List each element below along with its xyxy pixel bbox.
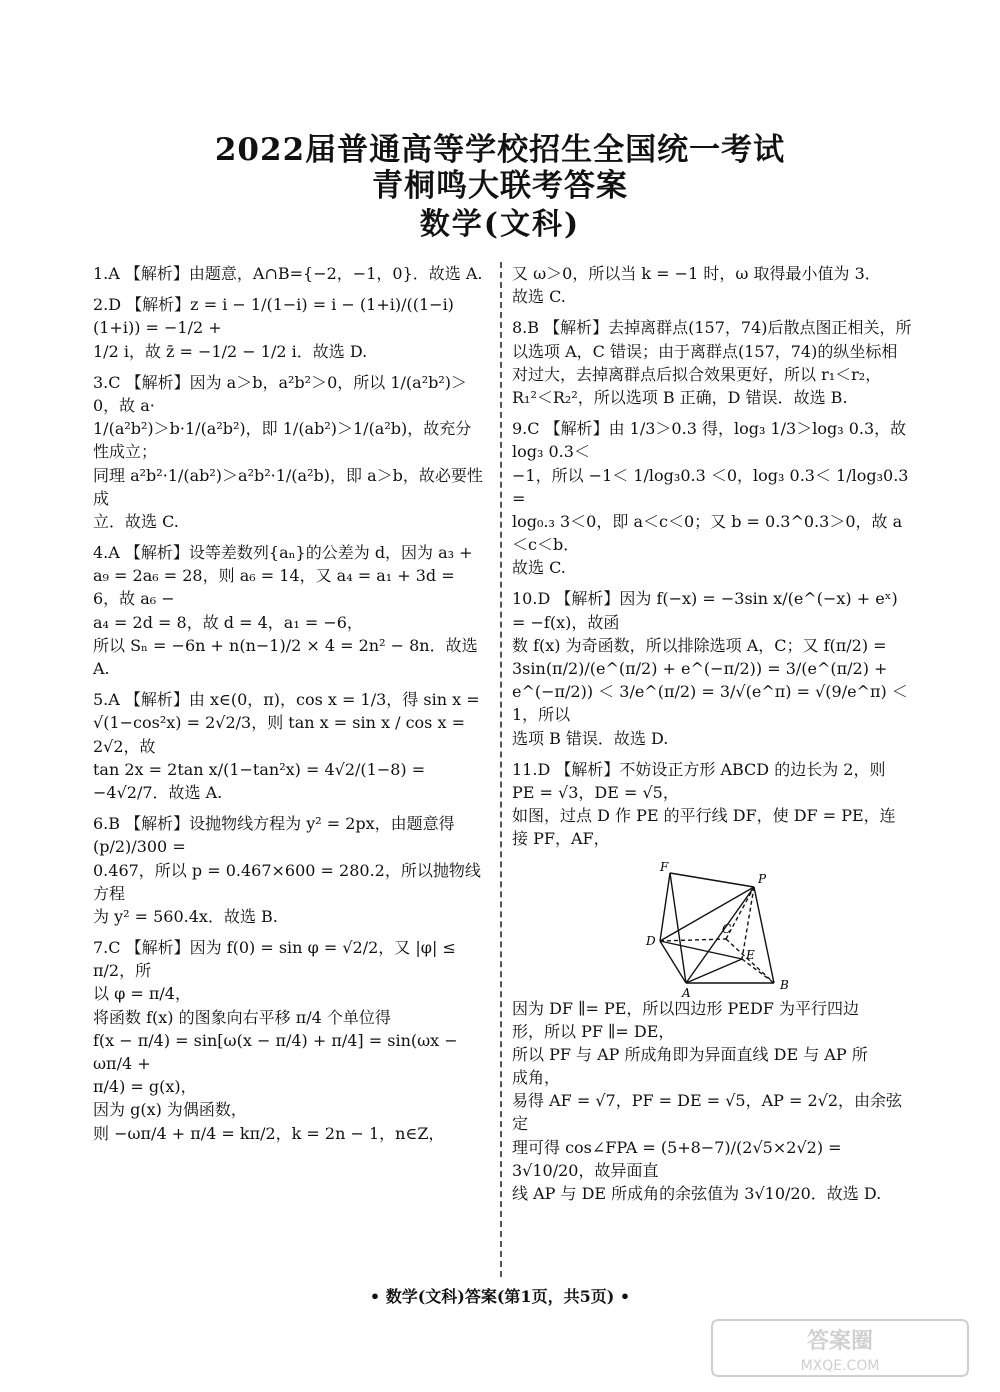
answer-line: 故选 C.	[512, 287, 566, 307]
figure-label-E: E	[746, 947, 755, 962]
page-footer: • 数学(文科)答案(第1页，共5页) •	[369, 1287, 631, 1306]
answer-line: a₄ = 2d = 8，故 d = 4，a₁ = −6，	[93, 612, 363, 632]
answer-item-q8	[512, 316, 912, 409]
answer-line: 因为 g(x) 为偶函数，	[93, 1100, 247, 1120]
answer-line: 成角，	[512, 1068, 561, 1088]
answer-line: π/4) = g(x)，	[93, 1077, 197, 1097]
answer-line: 因为 DF ∥= PE，所以四边形 PEDF 为平行四边	[512, 998, 859, 1018]
answer-item-q5	[93, 688, 483, 804]
answer-item-q11b	[512, 997, 912, 1206]
figure-label-C: C	[722, 921, 732, 936]
answer-line: 易得 AF = √7，PF = DE = √5，AP = 2√2，由余弦定	[512, 1091, 903, 1134]
answer-line: 故选 C.	[512, 558, 566, 578]
answer-line: 0.467，所以 p = 0.467×600 = 280.2，所以抛物线方程	[93, 860, 481, 903]
answer-item-q3	[93, 371, 483, 533]
answer-line: 形，所以 PF ∥= DE，	[512, 1021, 675, 1041]
answer-item-q9	[512, 417, 912, 579]
answer-line: 6.B 【解析】设抛物线方程为 y² = 2px，由题意得 (p/2)/300 =	[93, 814, 455, 857]
answer-line: 3sin(π/2)/(e^(π/2) + e^(−π/2)) = 3/(e^(π/2) + e^(−π/2)) ＜ 3/e^(π/2) = 3/√(e^π) = √(9/e^π) ＜1，所以	[512, 659, 908, 725]
figure-label-A: A	[682, 985, 691, 1000]
column-divider	[500, 262, 502, 1277]
answer-item-q1	[93, 262, 483, 285]
answer-line: 又 ω＞0，所以当 k = −1 时，ω 取得最小值为 3．	[512, 264, 881, 283]
answer-line: 选项 B 错误．故选 D.	[512, 728, 669, 748]
answer-line: 1.A 【解析】由题意，A∩B={−2，−1，0}．故选 A.	[93, 264, 483, 283]
answer-line: 同理 a²b²·1/(ab²)＞a²b²·1/(a²b)，即 a＞b，故必要性成	[93, 465, 483, 508]
answer-item-q10	[512, 587, 912, 749]
answer-line: 11.D 【解析】不妨设正方形 ABCD 的边长为 2，则	[512, 759, 886, 779]
figure-edge-FD	[660, 873, 670, 941]
figure-label-F: F	[660, 859, 669, 874]
answer-line: 对过大，去掉离群点后拟合效果更好，所以 r₁＜r₂，	[512, 364, 882, 384]
geometry-figure	[642, 859, 789, 1000]
figure-edge-BP	[754, 887, 774, 983]
answer-line: 5.A 【解析】由 x∈(0，π)，cos x = 1/3，得 sin x =	[93, 690, 480, 710]
exam-title: 2022届普通高等学校招生全国统一考试	[214, 132, 786, 168]
answer-line: √(1−cos²x) = 2√2/3，则 tan x = sin x / cos x = 2√2，故	[93, 713, 465, 756]
answer-line: R₁²＜R₂²，所以选项 B 正确，D 错误．故选 B.	[512, 387, 848, 407]
watermark-text: 答案圈	[806, 1329, 874, 1354]
answer-line: 如图，过点 D 作 PE 的平行线 DF，使 DF = PE，连	[512, 806, 896, 826]
answer-line: PE = √3，DE = √5，	[512, 782, 679, 802]
answer-line: 将函数 f(x) 的图象向右平移 π/4 个单位得	[93, 1007, 391, 1027]
answer-line: 以选项 A，C 错误；由于离群点(157，74)的纵坐标相	[512, 341, 898, 361]
answer-line: 则 −ωπ/4 + π/4 = kπ/2，k = 2n − 1，n∈Z，	[93, 1123, 445, 1143]
answer-line: 接 PF，AF，	[512, 829, 610, 849]
answer-line: 理可得 cos∠FPA = (5+8−7)/(2√5×2√2) = 3√10/20，故异面直	[512, 1137, 842, 1180]
answer-line: 2.D 【解析】z = i − 1/(1−i) = i − (1+i)/((1−i)(1+i)) = −1/2 +	[93, 295, 454, 338]
figure-label-B: B	[780, 977, 789, 992]
answer-line: 8.B 【解析】去掉离群点(157，74)后散点图正相关，所	[512, 318, 912, 338]
answer-line: 为 y² = 560.4x．故选 B.	[93, 906, 278, 926]
answer-line: 10.D 【解析】因为 f(−x) = −3sin x/(e^(−x) + eˣ) = −f(x)，故函	[512, 589, 898, 632]
answer-line: 所以 PF 与 AP 所成角即为异面直线 DE 与 AP 所	[512, 1044, 868, 1064]
answer-item-q2	[93, 293, 483, 363]
figure-edge-DE	[660, 941, 742, 959]
answer-line: log₀.₃ 3＜0，即 a＜c＜0；又 b = 0.3^0.3＞0，故 a＜c＜b．	[512, 511, 903, 555]
answer-item-q7	[93, 936, 483, 1145]
right-column	[512, 262, 912, 1213]
answer-line: 线 AP 与 DE 所成角的余弦值为 3√10/20．故选 D.	[512, 1184, 882, 1203]
answer-line: 1/(a²b²)＞b·1/(a²b²)，即 1/(ab²)＞1/(a²b)，故充分性成立；	[93, 419, 472, 462]
answer-item-q7b	[512, 262, 912, 308]
answer-line: 立．故选 C.	[93, 511, 179, 531]
answer-item-q4	[93, 541, 483, 680]
answer-line: 4.A 【解析】设等差数列{aₙ}的公差为 d，因为 a₃ +	[93, 543, 473, 563]
answer-line: 9.C 【解析】由 1/3＞0.3 得，log₃ 1/3＞log₃ 0.3，故 log₃ 0.3＜	[512, 419, 907, 462]
answer-line: −1，所以 −1＜ 1/log₃0.3 ＜0，log₃ 0.3＜ 1/log₃0.3 =	[512, 465, 909, 508]
answer-line: 以 φ = π/4，	[93, 984, 191, 1004]
answer-line: a₉ = 2a₆ = 28，则 a₆ = 14，又 a₄ = a₁ + 3d = 6，故 a₆ −	[93, 566, 455, 609]
figure-edge-FP	[670, 873, 754, 887]
watermark-logo	[710, 1318, 970, 1378]
figure-edge-DA	[660, 941, 686, 983]
figure-label-D: D	[646, 933, 656, 948]
exam-subtitle: 青桐鸣大联考答案	[372, 168, 628, 204]
answer-line: 7.C 【解析】因为 f(0) = sin φ = √2/2，又 |φ| ≤ π/2，所	[93, 938, 456, 981]
left-column	[93, 262, 483, 1153]
answer-line: f(x − π/4) = sin[ω(x − π/4) + π/4] = sin(ωx − ωπ/4 +	[93, 1030, 458, 1073]
answer-line: 数 f(x) 为奇函数，所以排除选项 A，C；又 f(π/2) =	[512, 635, 887, 655]
answer-line: 所以 Sₙ = −6n + n(n−1)/2 × 4 = 2n² − 8n．故选 A.	[93, 635, 478, 678]
subject-title: 数学(文科)	[419, 207, 581, 242]
answer-line: 3.C 【解析】因为 a＞b，a²b²＞0，所以 1/(a²b²)＞0，故 a·	[93, 372, 468, 415]
watermark-subtext: MXQE.COM	[800, 1358, 880, 1374]
answer-item-q11	[512, 758, 912, 851]
answer-item-q6	[93, 812, 483, 928]
answer-line: tan 2x = 2tan x/(1−tan²x) = 4√2/(1−8) = −4√2/7．故选 A.	[93, 759, 426, 802]
figure-label-P: P	[758, 871, 767, 886]
answer-line: 1/2 i，故 z̄ = −1/2 − 1/2 i．故选 D.	[93, 341, 368, 361]
